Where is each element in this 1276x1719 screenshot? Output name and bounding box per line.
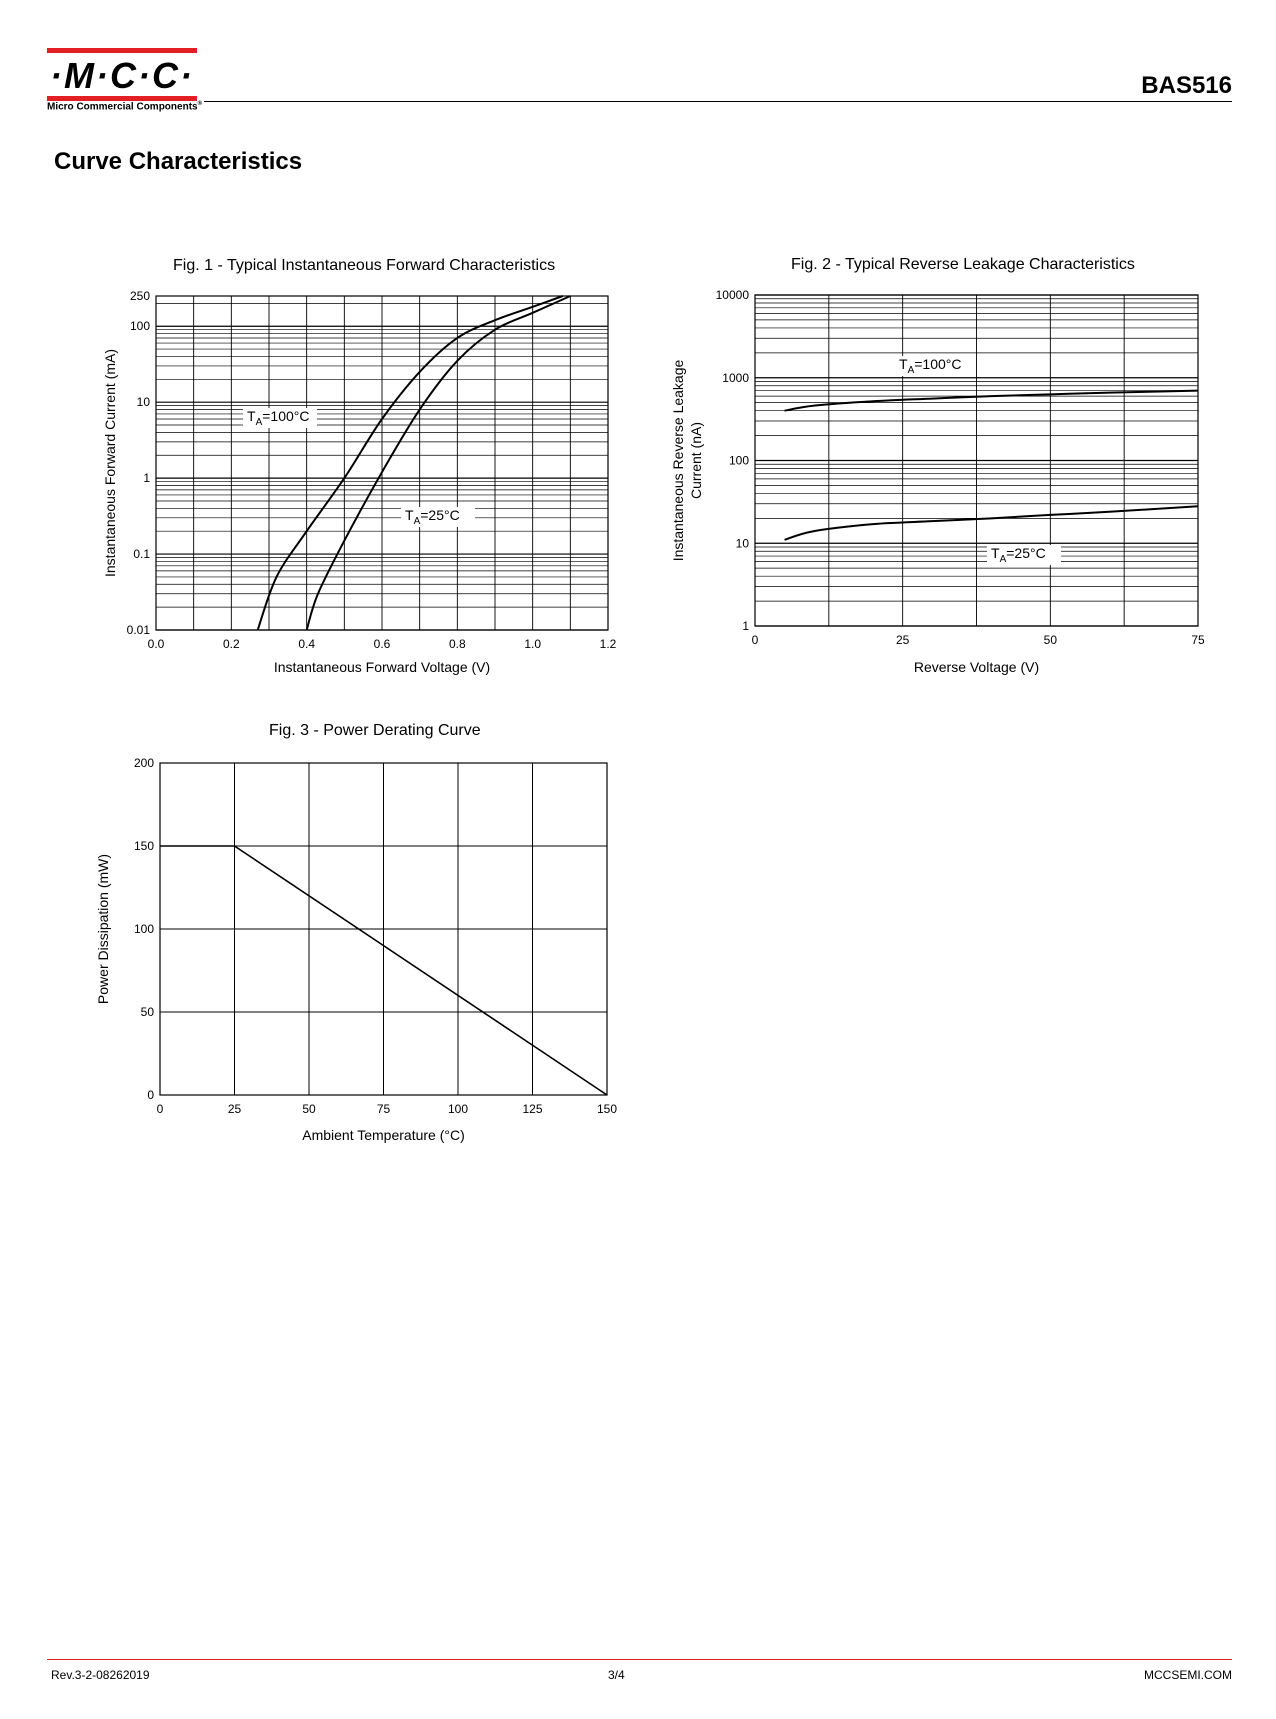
- fig1-series-1: [307, 296, 571, 630]
- fig1-ytick: 10: [136, 395, 150, 410]
- fig3-xtick: 125: [522, 1102, 543, 1116]
- revision-text: Rev.3-2-08262019: [51, 1668, 150, 1682]
- fig1-ytick: 0.01: [126, 623, 150, 637]
- fig1-ytick: 1: [143, 471, 150, 486]
- fig1-label-25c: $T_A=25^\circ C$: [405, 507, 460, 527]
- fig1-title: Fig. 1 - Typical Instantaneous Forward Characteristics: [173, 257, 556, 274]
- fig2-ytick: 100: [728, 453, 749, 468]
- fig3-xtick: 25: [227, 1102, 242, 1116]
- fig1-xtick: 0.6: [373, 637, 391, 651]
- fig2-xtick: 50: [1043, 633, 1058, 647]
- fig2-title: Fig. 2 - Typical Reverse Leakage Characteristics: [791, 256, 1135, 273]
- fig2-xtick: 75: [1191, 633, 1205, 647]
- fig1-ytick: 0.1: [133, 547, 150, 562]
- fig2-chart: [670, 288, 1205, 675]
- fig2-label-25c: $T_A=25^\circ C$: [991, 545, 1046, 565]
- fig2-xtick: 25: [895, 633, 910, 647]
- fig2-ytick: 10000: [715, 288, 749, 302]
- page-number: 3/4: [608, 1668, 625, 1682]
- fig1-xtick: 0.2: [222, 637, 240, 651]
- fig2-label-100c: $T_A=100^\circ C$: [899, 356, 962, 376]
- fig3-ytick: 200: [133, 756, 154, 770]
- logo-subtitle-text: Micro Commercial Components: [47, 101, 198, 113]
- fig3-xlabel: Ambient Temperature (°C): [302, 1127, 465, 1143]
- fig2-ylabel: Instantaneous Reverse Leakage: [670, 359, 686, 562]
- part-number: BAS516: [1141, 72, 1232, 99]
- fig1-ylabel: Instantaneous Forward Current (mA): [102, 349, 118, 577]
- fig2-xlabel: Reverse Voltage (V): [913, 659, 1040, 675]
- fig3-xtick: 50: [302, 1102, 316, 1116]
- fig2-series-0: [785, 391, 1198, 411]
- registered-mark: ®: [197, 101, 203, 107]
- footer-rule: [47, 1659, 1232, 1660]
- fig1-chart: [102, 289, 617, 675]
- fig2-ylabel2: Current (nA): [688, 421, 704, 500]
- fig2-xtick: 0: [751, 633, 759, 647]
- fig2-series-1: [785, 506, 1198, 540]
- fig2-ytick: 10: [735, 536, 749, 551]
- fig2-ytick: 1000: [722, 370, 749, 385]
- fig3-title: Fig. 3 - Power Derating Curve: [269, 722, 481, 739]
- fig1-xtick: 0.4: [298, 637, 316, 651]
- fig3-xtick: 75: [376, 1102, 391, 1116]
- fig3-xtick: 0: [156, 1102, 164, 1116]
- fig3-chart: [95, 756, 617, 1143]
- fig3-xtick: 100: [447, 1102, 469, 1116]
- fig3-ytick: 100: [133, 922, 154, 936]
- fig1-xtick: 1.2: [599, 637, 617, 651]
- fig3-ytick: 150: [133, 839, 154, 853]
- company-logo: ·M·C·C·: [50, 55, 194, 96]
- fig3-xtick: 150: [596, 1102, 618, 1116]
- fig1-xtick: 0.8: [448, 637, 466, 651]
- fig1-xtick: 0.0: [147, 637, 165, 651]
- fig1-xtick: 1.0: [524, 637, 542, 651]
- fig3-ytick: 0: [147, 1088, 154, 1102]
- fig1-ytick: 100: [129, 319, 150, 334]
- fig2-ytick: 1: [742, 619, 749, 633]
- fig1-ytick: 250: [129, 289, 150, 303]
- website-text: MCCSEMI.COM: [1144, 1668, 1232, 1682]
- fig3-ytick: 50: [140, 1005, 154, 1019]
- fig1-series-0: [258, 296, 563, 630]
- fig1-label-100c: $T_A=100^\circ C$: [247, 408, 310, 428]
- fig3-ylabel: Power Dissipation (mW): [95, 853, 111, 1005]
- section-title: Curve Characteristics: [54, 148, 303, 175]
- fig1-xlabel: Instantaneous Forward Voltage (V): [273, 659, 491, 675]
